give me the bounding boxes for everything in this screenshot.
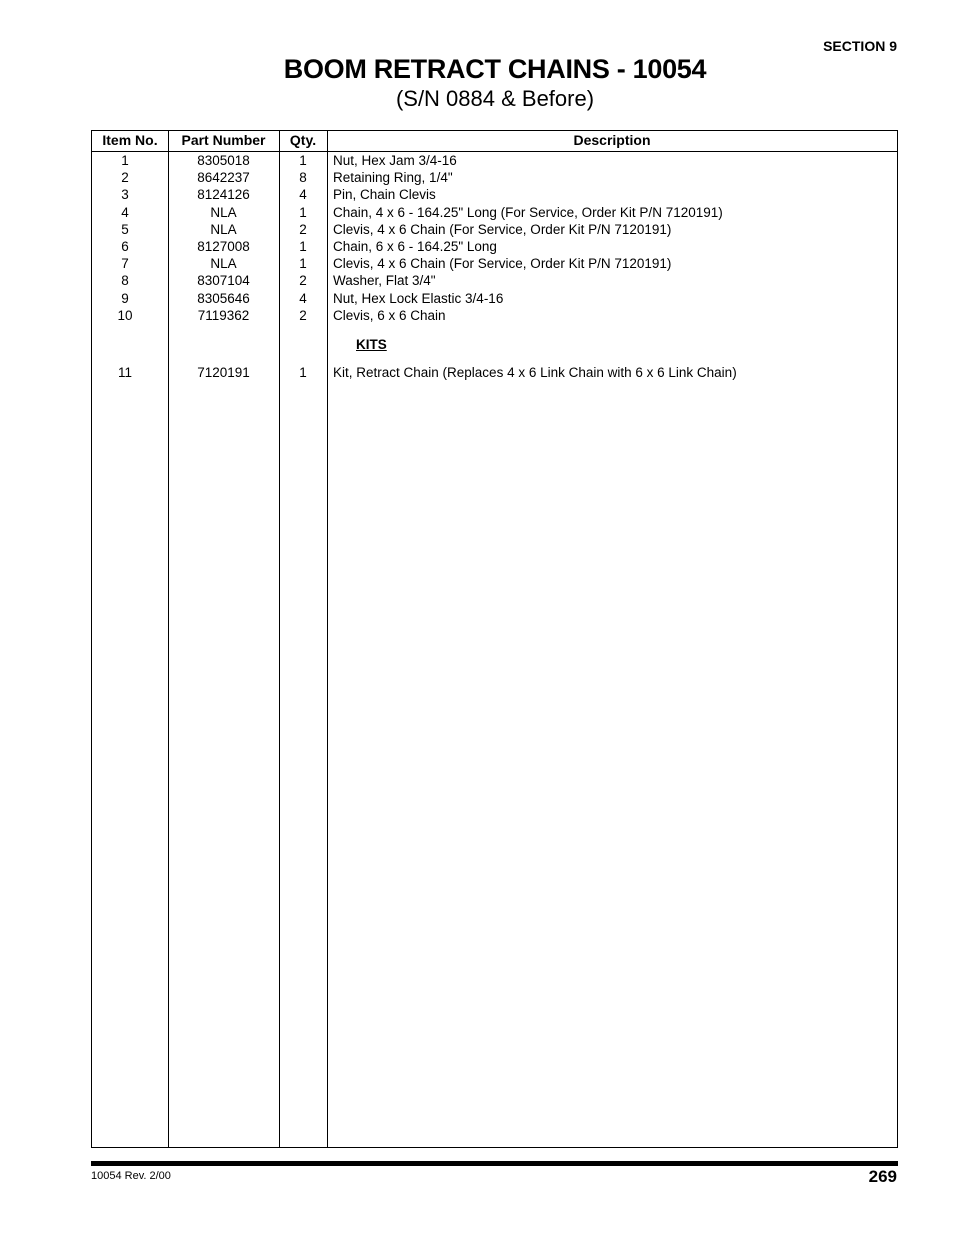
row-description: Retaining Ring, 1/4": [333, 170, 453, 186]
table-row: [92, 222, 897, 239]
header-divider: [92, 151, 897, 152]
table-row: [92, 256, 897, 273]
row-item-no: 2: [121, 170, 129, 186]
row-part-number: 7120191: [197, 365, 250, 380]
header-description: Description: [573, 132, 651, 148]
header-item-no: Item No.: [102, 132, 158, 148]
row-qty: 1: [299, 204, 307, 220]
row-qty: 2: [299, 221, 307, 237]
row-item-no: 3: [121, 187, 129, 203]
row-qty: 2: [299, 307, 307, 323]
row-part-number: 7119362: [197, 307, 250, 323]
row-part-number: 8642237: [197, 170, 250, 186]
row-part-number: 8305646: [197, 290, 250, 306]
row-description: Chain, 6 x 6 - 164.25" Long: [333, 239, 497, 254]
row-qty: 4: [299, 290, 307, 306]
table-row: [92, 291, 897, 308]
row-item-no: 4: [121, 204, 129, 220]
page-number: 269: [868, 1167, 897, 1186]
row-part-number: NLA: [210, 204, 237, 220]
row-qty: 1: [299, 239, 307, 254]
table-row: [92, 187, 897, 204]
row-item-no: 9: [121, 290, 129, 306]
row-description: Chain, 4 x 6 - 164.25" Long (For Service, Order Kit P/N 7120191): [333, 204, 723, 220]
row-description: Washer, Flat 3/4": [333, 273, 436, 289]
table-row: [92, 205, 897, 222]
parts-table: [91, 130, 898, 1148]
table-row: [92, 239, 897, 256]
row-qty: 1: [299, 153, 307, 168]
row-part-number: 8127008: [197, 239, 250, 254]
table-row: [92, 153, 897, 170]
row-description: Clevis, 4 x 6 Chain (For Service, Order Kit P/N 7120191): [333, 221, 672, 237]
row-item-no: 7: [121, 256, 129, 272]
row-part-number: NLA: [210, 256, 237, 272]
row-description: Nut, Hex Jam 3/4-16: [333, 153, 457, 168]
row-item-no: 10: [117, 307, 133, 323]
row-part-number: 8124126: [197, 187, 250, 203]
section-label: SECTION 9: [823, 38, 897, 54]
kits-heading: KITS: [356, 337, 387, 352]
table-row: [92, 308, 897, 325]
header-part-number: Part Number: [181, 132, 266, 148]
row-description: Kit, Retract Chain (Replaces 4 x 6 Link Chain with 6 x 6 Link Chain): [333, 365, 737, 380]
row-part-number: 8307104: [197, 273, 250, 289]
row-description: Pin, Chain Clevis: [333, 187, 436, 203]
page-title: BOOM RETRACT CHAINS - 10054: [283, 54, 707, 84]
row-description: Clevis, 4 x 6 Chain (For Service, Order Kit P/N 7120191): [333, 256, 672, 272]
row-part-number: NLA: [210, 221, 237, 237]
page-subtitle: (S/N 0884 & Before): [395, 86, 595, 111]
row-item-no: 8: [121, 273, 129, 289]
table-row: [92, 273, 897, 290]
row-item-no: 5: [121, 221, 129, 237]
row-qty: 2: [299, 273, 307, 289]
row-item-no: 1: [121, 153, 129, 168]
row-item-no: 6: [121, 239, 129, 254]
row-qty: 8: [299, 170, 307, 186]
table-row: [92, 365, 897, 382]
document-revision: 10054 Rev. 2/00: [91, 1170, 171, 1182]
row-part-number: 8305018: [197, 153, 250, 168]
row-qty: 1: [299, 365, 307, 380]
row-description: Nut, Hex Lock Elastic 3/4-16: [333, 290, 504, 306]
row-item-no: 11: [117, 365, 132, 380]
table-row: [92, 170, 897, 187]
row-qty: 1: [299, 256, 307, 272]
footer-rule: [91, 1161, 898, 1166]
header-qty: Qty.: [289, 132, 317, 148]
row-description: Clevis, 6 x 6 Chain: [333, 307, 446, 323]
row-qty: 4: [299, 187, 307, 203]
